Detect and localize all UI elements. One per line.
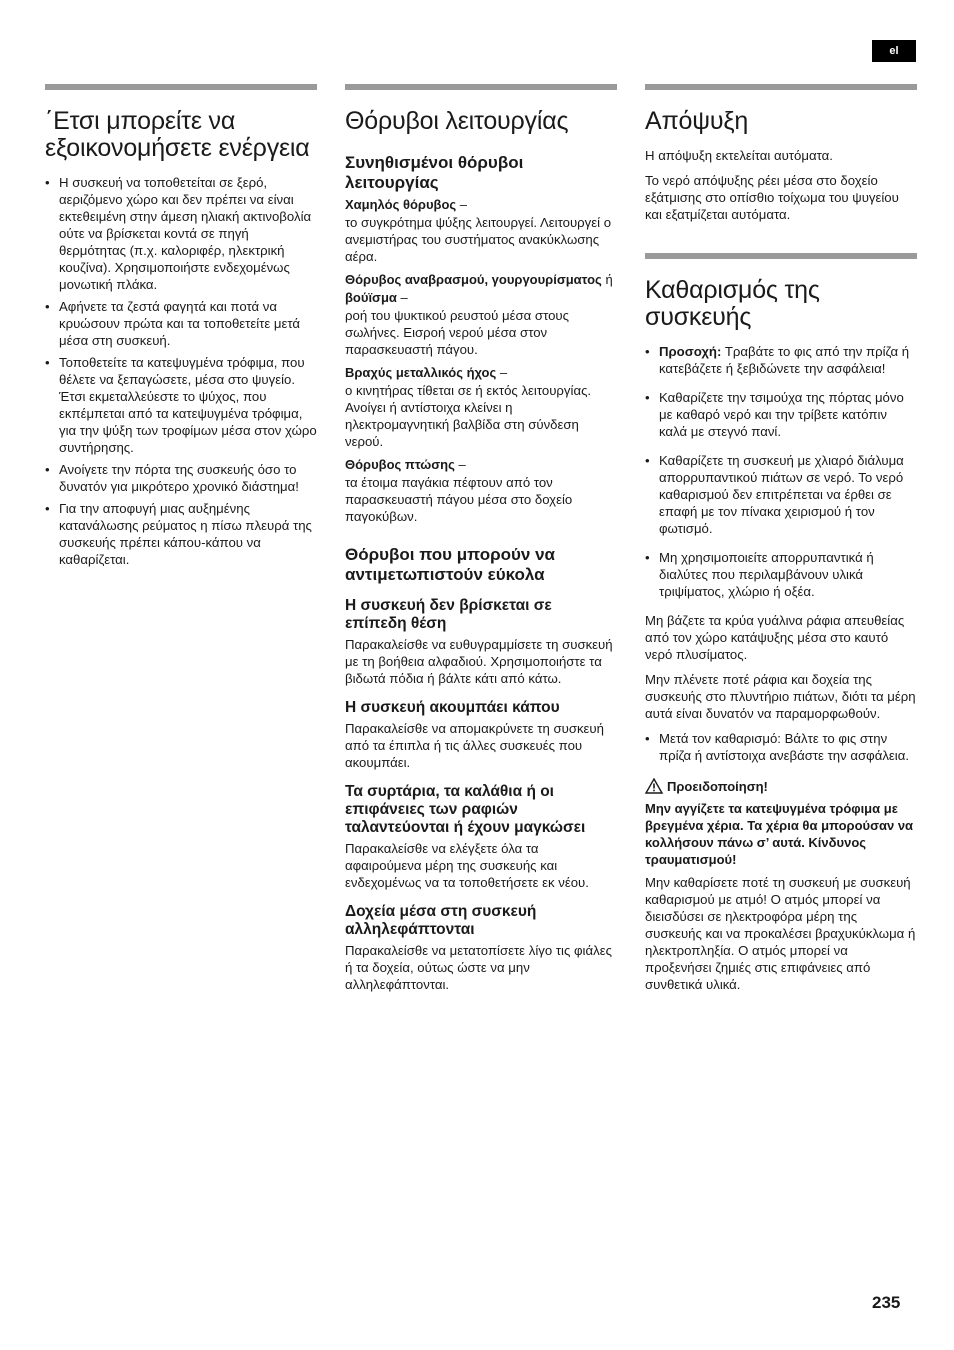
noise-description: ροή του ψυκτικού ρευστού μέσα στους σωλήνες. Εισροή νερού μέσα στον παρασκευαστή πάγου. <box>345 308 569 357</box>
energy-saving-column <box>45 84 317 578</box>
defrost-text: Το νερό απόψυξης ρέει μέσα στο δοχείο εξάτμισης στο οπίσθιο τοίχωμα του ψυγείου και εξατμίζεται αυτόματα. <box>645 173 899 222</box>
list-item: • Καθαρίζετε την τσιμούχα της πόρτας μόνο με καθαρό νερό και την τρίβετε κατόπιν καλά με στεγνό πανί. <box>645 389 917 440</box>
cleaning-list-after <box>645 730 917 764</box>
cleaning-text: Μην πλένετε ποτέ ράφια και δοχεία της συσκευής στο πλυντήριο πιάτων, διότι τα μέρη αυτά είναι δυνατόν να παραμορφωθούν. <box>645 672 916 721</box>
list-item: • Ανοίγετε την πόρτα της συσκευής όσο το δυνατόν για μικρότερο χρονικό διάστημα! <box>45 461 317 495</box>
defrost-cleaning-column <box>645 84 917 1001</box>
fix-text: Παρακαλείσθε να ευθυγραμμίσετε τη συσκευή με τη βοήθεια αλφαδιού. Χρησιμοποιήστε τα βιδωτά πόδια ή βάλτε κάτι από κάτω. <box>345 637 613 686</box>
fix-heading: Η συσκευή δεν βρίσκεται σε επίπεδη θέση <box>345 597 552 632</box>
list-item: • Για την αποφυγή μιας αυξημένης κατανάλωσης ρεύματος η πίσω πλευρά της συσκευής πρέπει κάπου-κάπου να καθαρίζεται. <box>45 500 317 568</box>
noise-entry <box>345 196 617 265</box>
cleaning-title: Καθαρισμός της συσκευής <box>645 276 820 331</box>
cleaning-text: Μην καθαρίσετε ποτέ τη συσκευή με συσκευή καθαρισμού με ατμό! Ο ατμός μπορεί να διεισδύσει σε ηλεκτροφόρα μέρη της συσκευής και να προκαλέσει βραχυκύκλωμα ή ηλεκτροπληξία. Ο ατμός μπορεί να προξενήσει ζημιές στις επιφάνειες από συνθετικά υλικά. <box>645 875 916 992</box>
fix-heading: Δοχεία μέσα στη συσκευή αλληλεφάπτονται <box>345 903 537 938</box>
cleaning-list <box>645 343 917 600</box>
warning-text: Μην αγγίζετε τα κατεψυγμένα τρόφιμα με βρεγμένα χέρια. Τα χέρια θα μπορούσαν να κολλήσουν πάνω σ’ αυτά. Κίνδυνος τραυματισμού! <box>645 801 914 867</box>
noise-entry <box>345 364 617 450</box>
section-rule <box>645 253 917 259</box>
caution-text: Τραβάτε το φις από την πρίζα ή κατεβάζετε ή ξεβιδώνετε την ασφάλεια! <box>659 344 910 376</box>
language-badge: el <box>872 40 916 62</box>
list-item: • Τοποθετείτε τα κατεψυγμένα τρόφιμα, που θέλετε να ξεπαγώσετε, μέσα στο ψυγείο. Έτσι εκμεταλλεύεστε το ψύχος, που εκπέμπεται από τα κατεψυγμένα τρόφιμα, για την ψύξη των τροφίμων μέσα στον χώρο συντήρησης. <box>45 354 317 456</box>
warning-triangle-icon <box>645 778 663 794</box>
section-rule <box>345 84 617 90</box>
fix-heading: Τα συρτάρια, τα καλάθια ή οι επιφάνειες των ραφιών ταλαντεύονται ή έχουν μαγκώσει <box>345 783 586 836</box>
noise-description: τα έτοιμα παγάκια πέφτουν από τον παρασκευαστή πάγου μέσα στο δοχείο παγοκύβων. <box>345 475 573 524</box>
warning-heading <box>645 778 917 794</box>
caution-label: Προσοχή: <box>659 344 722 359</box>
noise-description: ο κινητήρας τίθεται σε ή εκτός λειτουργίας. Ανοίγει ή αντίστοιχα κλείνει η ηλεκτρομαγνητική βαλβίδα στη σύνδεση νερού. <box>345 383 592 449</box>
noise-term: Χαμηλός θόρυβος <box>345 197 457 212</box>
cleaning-text: Μη βάζετε τα κρύα γυάλινα ράφια απευθείας από τον χώρο κατάψυξης μέσα στο καυτό νερό πλυσίματος. <box>645 613 905 662</box>
noise-term: Βραχύς μεταλλικός ήχος <box>345 365 497 380</box>
noise-sep: – <box>396 290 408 305</box>
normal-noise-heading: Συνηθισμένοι θόρυβοι λειτουργίας <box>345 153 524 192</box>
noise-mid: ή <box>601 272 613 287</box>
noise-term: Θόρυβος πτώσης <box>345 457 455 472</box>
fix-text: Παρακαλείσθε να μετατοπίσετε λίγο τις φιάλες ή τα δοχεία, ούτως ώστε να μην αλληλεφάπτονται. <box>345 943 612 992</box>
noise-column <box>345 84 617 999</box>
fix-text: Παρακαλείσθε να ελέγξετε όλα τα αφαιρούμενα μέρη της συσκευής και ενδεχομένως να τα τοποθετήσετε εκ νέου. <box>345 841 589 890</box>
noise-entry <box>345 271 617 358</box>
noise-sep: – <box>496 365 508 380</box>
list-item: • Η συσκευή να τοποθετείται σε ξερό, αεριζόμενο χώρο και δεν πρέπει να είναι εκτεθειμένη στην άμεση ηλιακή ακτινοβολία ούτε να βρίσκεται κοντά σε πηγή θερμότητας (π.χ. καλοριφέρ, ηλεκτρική κουζίνα). Χρησιμοποιήστε ενδεχομένως μονωτική πλάκα. <box>45 174 317 293</box>
energy-saving-list <box>45 174 317 568</box>
noise-description: το συγκρότημα ψύξης λειτουργεί. Λειτουργεί ο ανεμιστήρας του συστήματος ανακύκλωσης αέρα. <box>345 215 612 264</box>
defrost-title: Απόψυξη <box>645 107 749 135</box>
warning-label: Προειδοποίηση! <box>667 778 768 794</box>
noise-sep: – <box>456 197 467 212</box>
page-number: 235 <box>872 1293 901 1312</box>
noise-term: Θόρυβος αναβρασμού, γουργουρίσματος <box>345 272 602 287</box>
list-item: • Μη χρησιμοποιείτε απορρυπαντικά ή διαλύτες που περιλαμβάνουν υλικά τριψίματος, χλώριο ή οξέα. <box>645 549 917 600</box>
noise-term-2: βούϊσμα <box>345 290 397 305</box>
section-rule <box>645 84 917 90</box>
noise-title: Θόρυβοι λειτουργίας <box>345 107 569 135</box>
list-item: • Μετά τον καθαρισμό: Βάλτε το φις στην πρίζα ή αντίστοιχα ανεβάστε την ασφάλεια. <box>645 730 917 764</box>
fixable-noise-heading: Θόρυβοι που μπορούν να αντιμετωπιστούν εύκολα <box>345 545 555 584</box>
energy-saving-title: ΄Ετσι μπορείτε να εξοικονομήσετε ενέργεια <box>45 107 310 162</box>
list-item <box>645 343 917 377</box>
noise-sep: – <box>454 457 466 472</box>
section-rule <box>45 84 317 90</box>
fix-text: Παρακαλείσθε να απομακρύνετε τη συσκευή από τα έπιπλα ή τις άλλες συσκευές που ακουμπάει. <box>345 721 604 770</box>
fix-heading: Η συσκευή ακουμπάει κάπου <box>345 699 560 716</box>
noise-entry <box>345 456 617 525</box>
defrost-text: Η απόψυξη εκτελείται αυτόματα. <box>645 148 833 163</box>
list-item: • Αφήνετε τα ζεστά φαγητά και ποτά να κρυώσουν πρώτα και τα τοποθετείτε μετά μέσα στη συσκευή. <box>45 298 317 349</box>
list-item: • Καθαρίζετε τη συσκευή με χλιαρό διάλυμα απορρυπαντικού πιάτων σε νερό. Το νερό καθαρισμού δεν επιτρέπεται να έρθει σε επαφή με τον πίνακα χειρισμού ή τον φωτισμό. <box>645 452 917 537</box>
